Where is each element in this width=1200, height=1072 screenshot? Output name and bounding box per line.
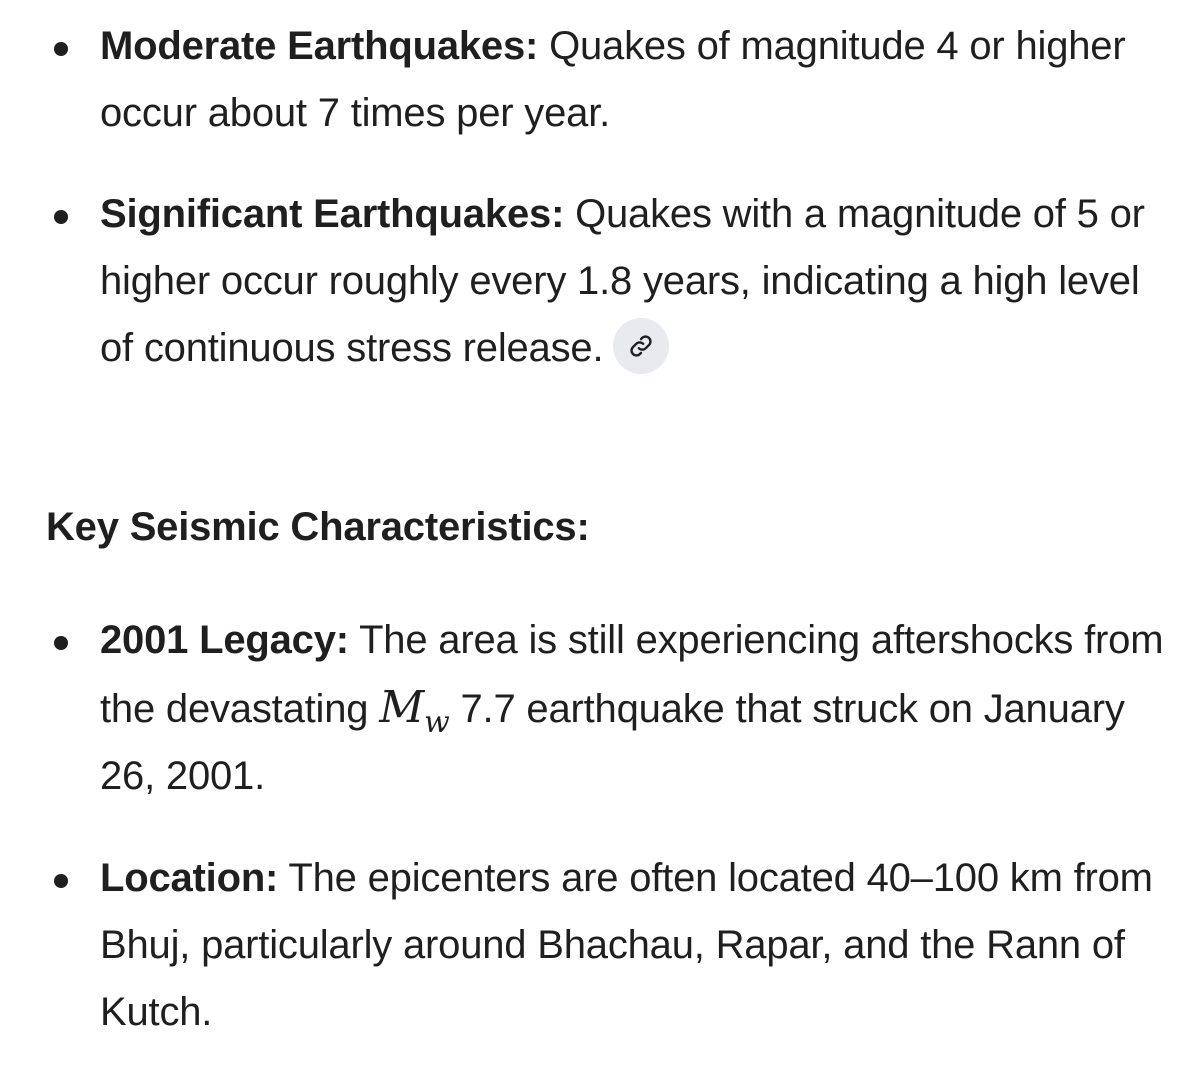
- math-base: M: [379, 682, 425, 733]
- item-label: 2001 Legacy:: [100, 618, 349, 662]
- item-text: The area is still experiencing aftershocks from the devastating: [100, 618, 1164, 731]
- list-item-2001-legacy: [100, 607, 1170, 810]
- math-subscript: w: [424, 705, 450, 740]
- bullet: [54, 636, 68, 650]
- item-text: Quakes of magnitude 4 or higher occur about 7 times per year.: [100, 24, 1126, 135]
- link-icon: [628, 333, 654, 359]
- list-item-significant-earthquakes: [100, 181, 1170, 382]
- bullet: [54, 42, 68, 56]
- bullet: [54, 874, 68, 888]
- item-text: Quakes with a magnitude of 5 or higher occur roughly every 1.8 years, indicating a high level of continuous stress release.: [100, 192, 1145, 370]
- item-label: Location:: [100, 856, 279, 900]
- list-item-location: [100, 845, 1170, 1046]
- item-label: Significant Earthquakes:: [100, 192, 565, 236]
- bullet: [54, 210, 68, 224]
- moment-magnitude-symbol: [379, 682, 450, 740]
- item-text: The epicenters are often located 40–100 km from Bhuj, particularly around Bhachau, Rapar, and the Rann of Kutch.: [100, 856, 1153, 1034]
- item-text-after: 7.7 earthquake that struck on January 26, 2001.: [100, 687, 1125, 798]
- source-link-button[interactable]: [613, 318, 669, 374]
- section-heading: Key Seismic Characteristics:: [46, 505, 590, 549]
- list-item-moderate-earthquakes: [100, 13, 1170, 147]
- item-label: Moderate Earthquakes:: [100, 24, 539, 68]
